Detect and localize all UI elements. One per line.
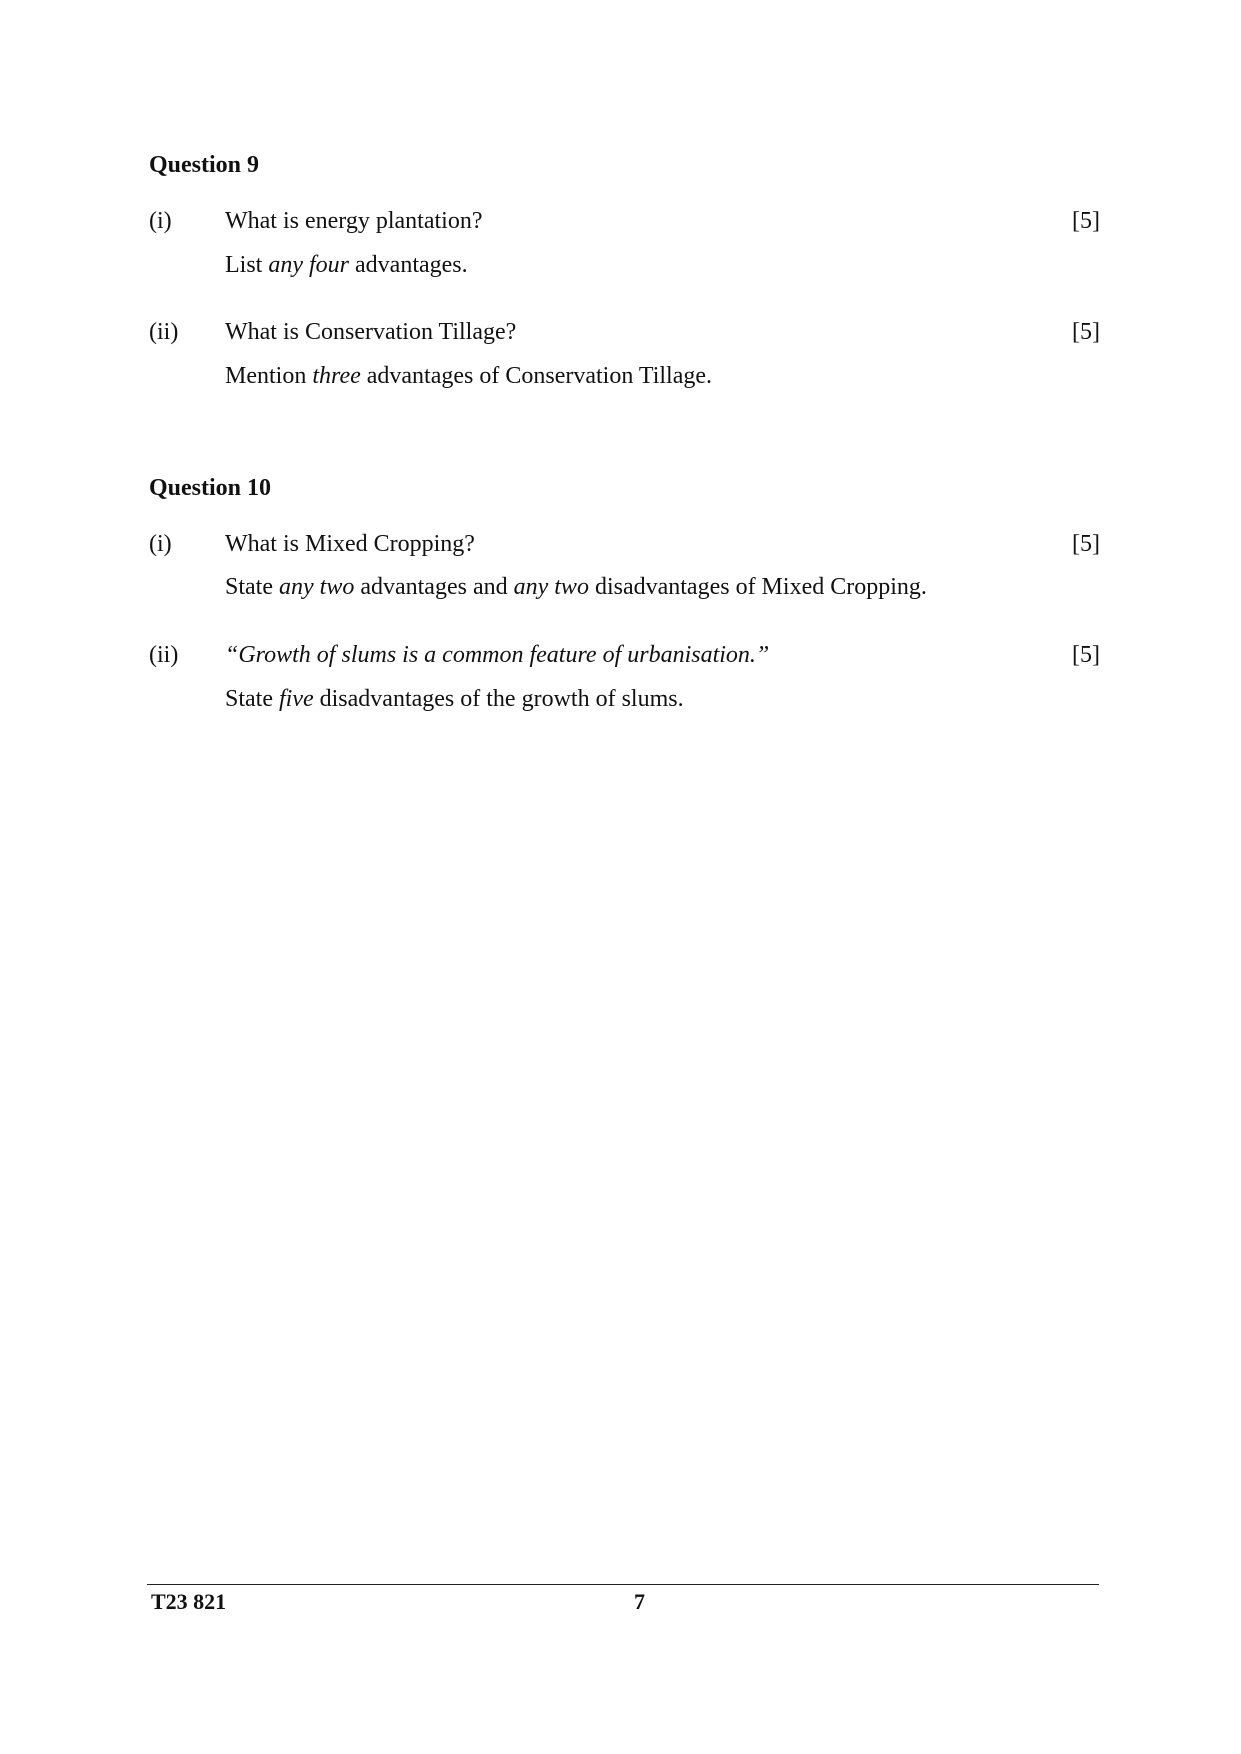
q9-part-i-instruction: List any four advantages. bbox=[225, 252, 468, 278]
question-10-heading: Question 10 bbox=[149, 475, 272, 501]
q9-part-ii-label: (ii) bbox=[149, 319, 179, 345]
q9-part-i-question: What is energy plantation? bbox=[225, 208, 483, 234]
footer-divider bbox=[147, 1584, 1099, 1585]
q9-part-ii-marks: [5] bbox=[1072, 319, 1100, 345]
q9-part-i-marks: [5] bbox=[1072, 208, 1100, 234]
q10-part-ii-instruction: State five disadvantages of the growth of slums. bbox=[225, 686, 684, 712]
q9-part-i-label: (i) bbox=[149, 208, 172, 234]
q10-part-ii-marks: [5] bbox=[1072, 642, 1100, 668]
question-9-heading: Question 9 bbox=[149, 152, 260, 178]
page-number: 7 bbox=[634, 1589, 645, 1614]
q10-part-ii-label: (ii) bbox=[149, 642, 179, 668]
q9-part-ii-question: What is Conservation Tillage? bbox=[225, 319, 517, 345]
q10-part-ii-quote: “Growth of slums is a common feature of urbanisation.” bbox=[225, 642, 770, 668]
q10-part-i-label: (i) bbox=[149, 531, 172, 557]
paper-code: T23 821 bbox=[151, 1589, 227, 1614]
q10-part-i-instruction: State any two advantages and any two disadvantages of Mixed Cropping. bbox=[225, 574, 927, 600]
q9-part-ii-instruction: Mention three advantages of Conservation Tillage. bbox=[225, 363, 713, 389]
q10-part-i-question: What is Mixed Cropping? bbox=[225, 531, 475, 557]
q10-part-i-marks: [5] bbox=[1072, 531, 1100, 557]
